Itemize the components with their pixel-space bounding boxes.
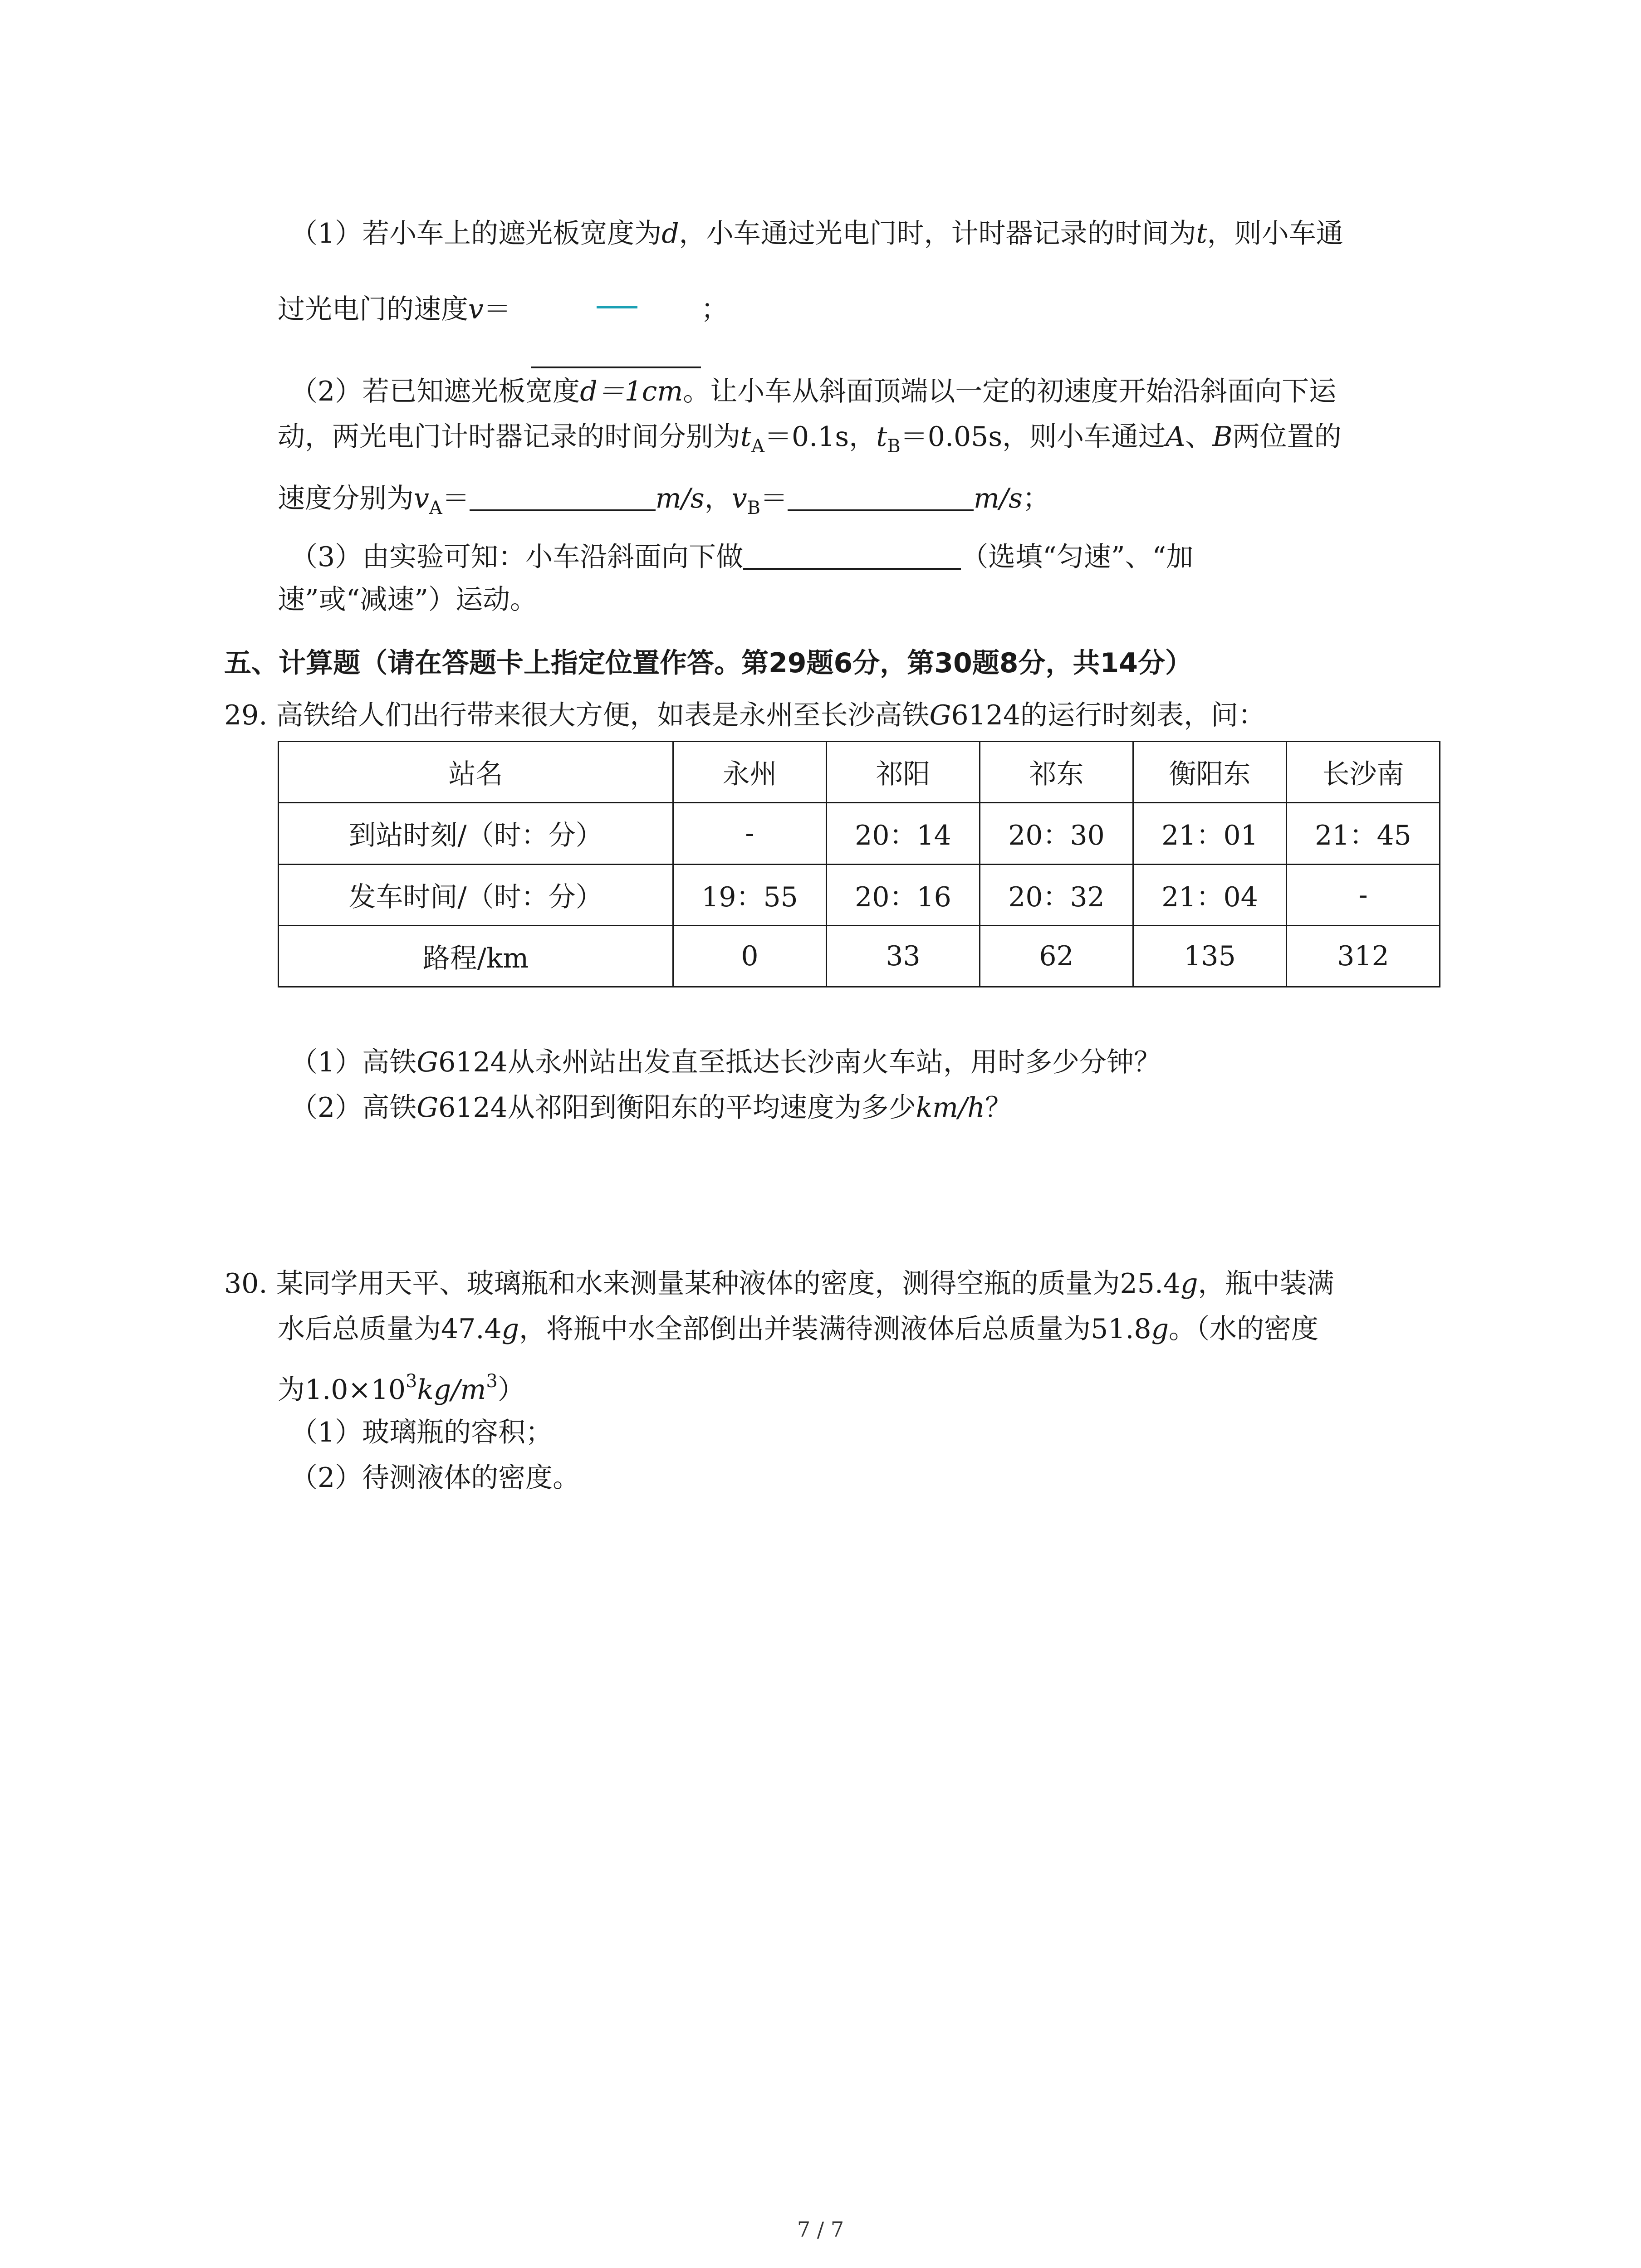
timetable-header-row xyxy=(279,742,1440,803)
table-cell: 0 xyxy=(673,925,827,987)
page-number: 7 / 7 xyxy=(797,2217,844,2242)
q28-part2-line1: （2）若已知遮光板宽度d＝1cm。让小车从斜面顶端以一定的初速度开始沿斜面向下运 xyxy=(290,376,1337,407)
q29-intro: 29. 高铁给人们出行带来很大方便，如表是永州至长沙高铁G6124的运行时刻表，问： xyxy=(224,699,1266,731)
table-cell: 20：14 xyxy=(827,803,980,864)
q28-part1-line1: （1）若小车上的遮光板宽度为d，小车通过光电门时，计时器记录的时间为t，则小车通 xyxy=(290,218,1343,249)
table-cell: 21：01 xyxy=(1133,803,1287,864)
table-cell: 21：04 xyxy=(1133,864,1287,925)
table-cell: 20：16 xyxy=(827,864,980,925)
table-header-cell: 长沙南 xyxy=(1287,742,1440,803)
q30-line1: 30. 某同学用天平、玻璃瓶和水来测量某种液体的密度，测得空瓶的质量为25.4g，瓶中装满 xyxy=(224,1268,1334,1300)
table-cell: 20：32 xyxy=(980,864,1133,925)
timetable xyxy=(278,741,1440,987)
table-row xyxy=(279,803,1440,864)
q30-line3: 为$1.0\times 10^3kg/m^3$） xyxy=(278,1371,525,1406)
table-cell: 发车时间/（时：分） xyxy=(279,864,673,925)
table-cell: 135 xyxy=(1133,925,1287,987)
q29-sub2: （2）高铁G6124从祁阳到衡阳东的平均速度为多少km/h？ xyxy=(290,1092,1012,1124)
table-cell: 21：45 xyxy=(1287,803,1440,864)
table-row xyxy=(279,864,1440,925)
answer-blank-motion[interactable] xyxy=(743,541,961,570)
table-cell: 20：30 xyxy=(980,803,1133,864)
table-header-cell: 祁东 xyxy=(980,742,1133,803)
q28-part1-line2: 过光电门的速度v＝ xyxy=(278,293,511,325)
table-cell: 到站时刻/（时：分） xyxy=(279,803,673,864)
answer-blank-vA[interactable] xyxy=(470,482,656,511)
q30-sub2: （2）待测液体的密度。 xyxy=(290,1462,580,1494)
q30-line2: 水后总质量为47.4g，将瓶中水全部倒出并装满待测液体后总质量为51.8g。（水的密度 xyxy=(278,1313,1319,1345)
answer-blank-vB[interactable] xyxy=(788,482,974,511)
section-heading: 五、计算题（请在答题卡上指定位置作答。第29题6分，第30题8分，共14分） xyxy=(224,647,1192,679)
table-cell: 312 xyxy=(1287,925,1440,987)
table-cell: 62 xyxy=(980,925,1133,987)
table-cell: 19：55 xyxy=(673,864,827,925)
answer-blank-velocity xyxy=(531,367,701,368)
table-cell: - xyxy=(673,803,827,864)
table-cell: 路程/km xyxy=(279,925,673,987)
q28-part1-semicolon: ； xyxy=(701,293,728,325)
q28-part3-line1: （3）由实验可知：小车沿斜面向下做 （选填“匀速”、“加 xyxy=(290,541,1194,573)
table-header-cell: 祁阳 xyxy=(827,742,980,803)
q28-part2-line3: 速度分别为$v_A= m/s$，$v_B= m/s$； xyxy=(278,483,1050,518)
q30-sub1: （1）玻璃瓶的容积； xyxy=(290,1417,553,1448)
table-header-cell: 站名 xyxy=(279,742,673,803)
q28-part2-line2: 动，两光电门计时器记录的时间分别为$t_A=0.1s$，$t_B=0.05s$，则小车通过A、B两位置的 xyxy=(278,421,1342,457)
fraction-placeholder-bar xyxy=(597,306,637,308)
table-cell: - xyxy=(1287,864,1440,925)
table-header-cell: 衡阳东 xyxy=(1133,742,1287,803)
q29-sub1: （1）高铁G6124从永州站出发直至抵达长沙南火车站，用时多少分钟？ xyxy=(290,1046,1161,1078)
table-cell: 33 xyxy=(827,925,980,987)
q28-part3-line2: 速”或“减速”）运动。 xyxy=(278,584,538,616)
table-header-cell: 永州 xyxy=(673,742,827,803)
table-row xyxy=(279,925,1440,987)
